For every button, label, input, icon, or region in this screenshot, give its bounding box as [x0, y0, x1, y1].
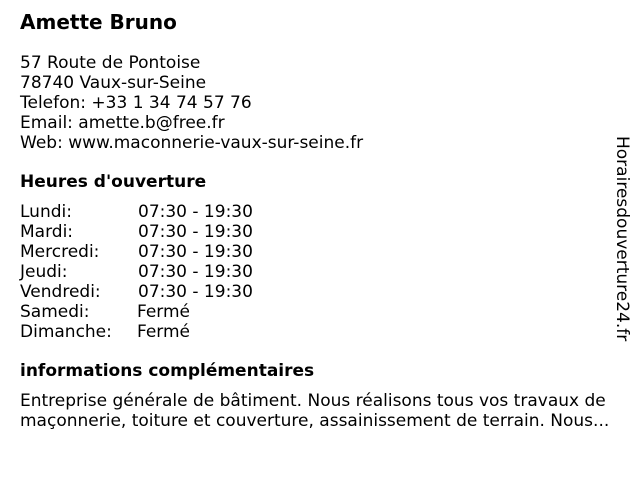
- hours-time: Fermé: [137, 302, 191, 322]
- address-line-1: 57 Route de Pontoise: [20, 53, 201, 73]
- hours-day: Vendredi:: [20, 282, 101, 302]
- hours-day: Jeudi:: [20, 262, 68, 282]
- phone-line: Telefon: +33 1 34 74 57 76: [20, 93, 252, 113]
- description-line-2: maçonnerie, toiture et couverture, assainissement de terrain. Nous...: [20, 411, 610, 431]
- hours-time: 07:30 - 19:30: [138, 262, 253, 282]
- hours-row-tuesday: [20, 222, 620, 242]
- hours-row-monday: [20, 202, 620, 222]
- hours-row-friday: [20, 282, 620, 302]
- hours-time: 07:30 - 19:30: [138, 202, 253, 222]
- hours-day: Dimanche:: [20, 322, 112, 342]
- hours-row-thursday: [20, 262, 620, 282]
- hours-day: Mardi:: [20, 222, 74, 242]
- web-line: Web: www.maconnerie-vaux-sur-seine.fr: [20, 133, 364, 153]
- site-watermark: Horairesdouverture24.fr: [612, 136, 632, 342]
- hours-row-sunday: [20, 322, 620, 342]
- hours-time: 07:30 - 19:30: [138, 222, 253, 242]
- hours-time: 07:30 - 19:30: [138, 242, 253, 262]
- hours-row-wednesday: [20, 242, 620, 262]
- hours-day: Lundi:: [20, 202, 72, 222]
- hours-table: [20, 202, 620, 342]
- description: [20, 391, 620, 431]
- hours-row-saturday: [20, 302, 620, 322]
- hours-time: Fermé: [137, 322, 191, 342]
- info-heading: informations complémentaires: [20, 361, 315, 381]
- description-line-1: Entreprise générale de bâtiment. Nous réalisons tous vos travaux de: [20, 391, 606, 411]
- hours-day: Samedi:: [20, 302, 90, 322]
- business-details: [20, 10, 620, 431]
- hours-time: 07:30 - 19:30: [138, 282, 253, 302]
- hours-heading: Heures d'ouverture: [20, 172, 207, 192]
- address-line-2: 78740 Vaux-sur-Seine: [20, 73, 207, 93]
- business-name: Amette Bruno: [20, 10, 177, 34]
- hours-day: Mercredi:: [20, 242, 100, 262]
- email-line: Email: amette.b@free.fr: [20, 113, 225, 133]
